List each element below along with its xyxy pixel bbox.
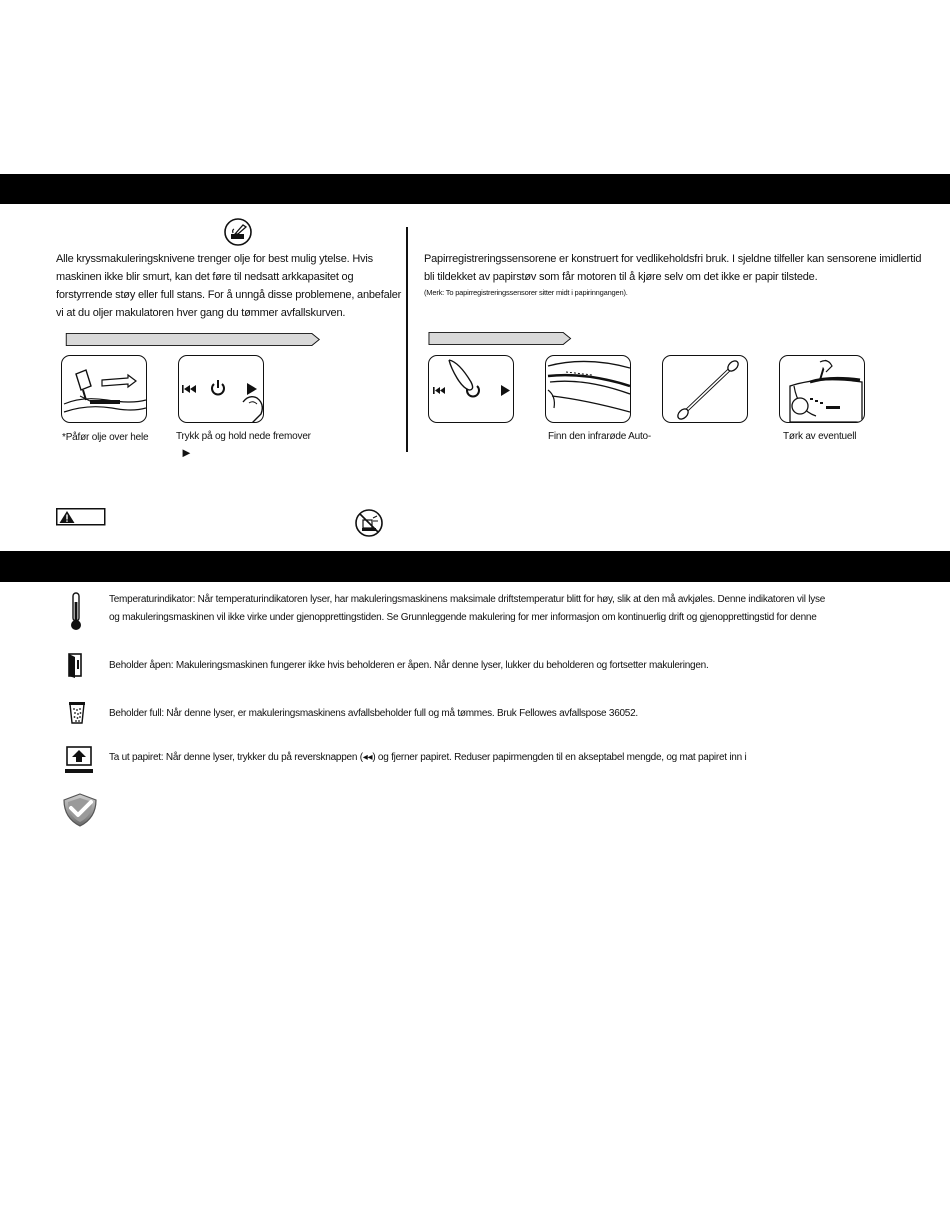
indicator-bin-open-text [109,657,709,675]
sensor-instructions [424,250,921,298]
indicator-line: Beholder full: Når denne lyser, er makuleringsmaskinens avfallsbeholder full og må tømmes. Bruk Fellowes avfallspose 36052. [109,708,638,719]
sensor-note: (Merk: To papirregistreringssensorer sitter midt i papirinngangen). [424,288,628,297]
column-divider [406,227,408,452]
reverse-icon [433,387,445,394]
indicator-line: Temperaturindikator: Når temperaturindikatoren lyser, har makuleringsmaskinens maksimale driftstemperatur blitt for høy, slik at den må avkjøles. Denne indikatoren vil lyse [109,594,826,605]
reverse-icon [182,385,196,393]
oiling-line: forstyrrende støy eller full stans. For å unngå disse problemene, anbefaler [56,289,402,301]
step-card-power-off [428,355,514,423]
oil-can-icon [223,217,255,252]
step-caption-locate-sensor: Finn den infrarøde Auto- [548,431,652,442]
forward-icon [501,385,510,396]
sensor-line: Papirregistreringssensorene er konstruert for vedlikeholdsfri bruk. I sjeldne tilfeller kan sensorene imidlertid [424,253,922,265]
oiling-instructions [56,250,401,322]
finger-icon [449,360,473,390]
step-caption-press-forward: Trykk på og hold nede fremover [176,431,311,442]
indicator-line: Beholder åpen: Makuleringsmaskinen fungerer ikke hvis beholderen er åpen. Når denne lyser, lukker du beholderen og fortsetter makuleringen. [109,660,709,671]
indicator-temperature-text [109,591,825,627]
step-card-wipe-sensor [779,355,865,423]
step-card-cotton-swab [662,355,748,423]
step-caption-wipe-sensor: Tørk av eventuell [783,431,857,442]
bin-open-icon [67,651,83,684]
oil-bottle-illustration [62,356,147,423]
indicator-remove-paper-text [109,749,746,767]
forward-icon [247,383,257,395]
step-bar-right [423,332,577,345]
thermometer-icon [68,592,84,637]
warning-label [56,508,106,531]
forward-arrow-glyph: ► [180,445,193,460]
sensor-line: bli tildekket av papirstøv som får motoren til å kjøre selv om det ikke er papir tilstede. [424,271,818,283]
oiling-line: Alle kryssmakuleringsknivene trenger olje for best mulig ytelse. Hvis [56,253,373,265]
shredder-wipe-illustration [780,356,865,423]
section-header-band-maintenance [0,174,950,204]
indicator-line: Ta ut papiret: Når denne lyser, trykker du på reversknappen (◂◂) og fjerner papiret. Reduser papirmengden til en akseptabel mengde, og mat papiret inn i [109,752,747,763]
indicator-line: og makuleringsmaskinen vil ikke virke under gjenopprettingstiden. Se Grunnleggende makulering for mer informasjon om kontinuerlig drift og gjenopprettingstid for denne [109,612,817,623]
step-caption-apply-oil: *Påfør olje over hele [62,432,149,443]
shield-check-icon [61,792,99,833]
finger-icon [243,397,262,423]
oiling-line: maskinen ikke blir smurt, kan det føre til nedsatt arkkapasitet og [56,271,354,283]
step-bar-left [56,333,330,346]
step-card-press-forward [178,355,264,423]
section-header-band-indicators [0,551,950,582]
cotton-swab-icon [663,356,748,423]
indicator-bin-full-text [109,705,638,723]
shredder-top-illustration [546,356,631,423]
no-aerosol-icon [354,508,384,543]
oiling-line: vi at du oljer makulatoren hver gang du tømmer avfallskurven. [56,307,346,319]
remove-paper-icon [64,746,94,781]
power-icon [212,380,224,394]
bin-full-icon [68,701,86,730]
step-card-apply-oil [61,355,147,423]
step-card-locate-sensor [545,355,631,423]
